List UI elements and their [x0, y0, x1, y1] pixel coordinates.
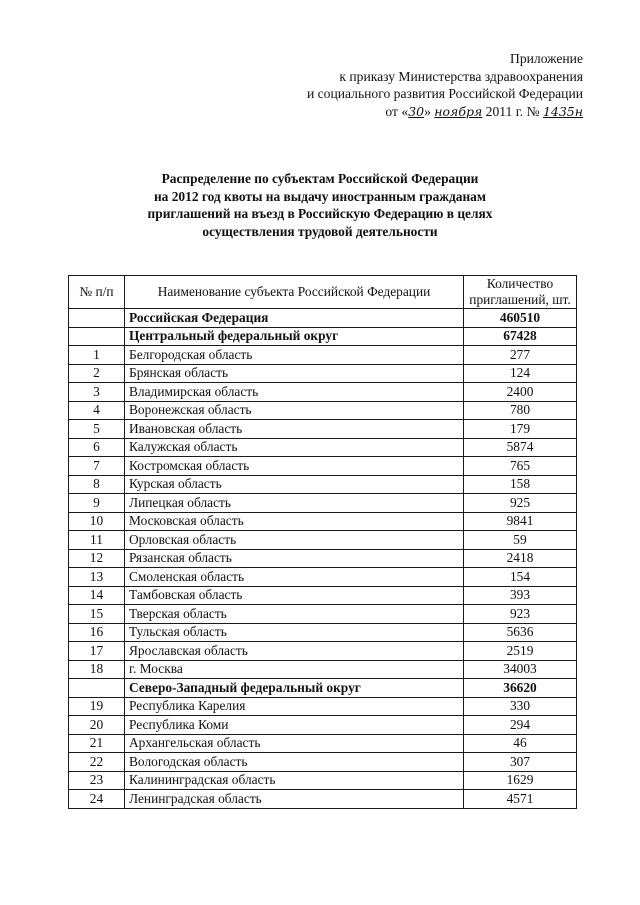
row-number: 23 [69, 771, 125, 790]
row-number [69, 327, 125, 346]
header-number: № п/п [69, 276, 125, 309]
table-row [69, 753, 577, 772]
date-day: 30 [408, 103, 425, 119]
title-line: приглашений на въезд в Российскую Федерацию в целях [147, 206, 493, 221]
table-row [69, 531, 577, 550]
subject-name: г. Москва [125, 660, 464, 679]
subject-name: Липецкая область [125, 494, 464, 513]
row-number: 17 [69, 642, 125, 661]
subject-name: Калининградская область [125, 771, 464, 790]
table-row [69, 716, 577, 735]
row-number: 24 [69, 790, 125, 809]
row-number: 11 [69, 531, 125, 550]
table-row [69, 401, 577, 420]
subject-name: Архангельская область [125, 734, 464, 753]
table-row [69, 568, 577, 587]
title-line: осуществления трудовой деятельности [202, 223, 438, 239]
invitation-count: 925 [464, 494, 577, 513]
invitation-count: 36620 [464, 679, 577, 698]
table-row [69, 697, 577, 716]
table-row [69, 475, 577, 494]
row-number: 6 [69, 438, 125, 457]
subject-name: Московская область [125, 512, 464, 531]
appendix-ministry-line: и социального развития Российской Федерации [306, 86, 583, 101]
invitation-count: 9841 [464, 512, 577, 531]
subject-name: Воронежская область [125, 401, 464, 420]
invitation-count: 460510 [464, 309, 577, 328]
table-row [69, 549, 577, 568]
invitation-count: 4571 [464, 790, 577, 809]
invitation-count: 124 [464, 364, 577, 383]
table-row [69, 364, 577, 383]
table-row [69, 457, 577, 476]
table-row [69, 420, 577, 439]
appendix-order-line: к приказу Министерства здравоохранения [339, 68, 583, 84]
date-prefix: от « [385, 103, 409, 119]
invitation-count: 67428 [464, 327, 577, 346]
subject-name: Владимирская область [125, 383, 464, 402]
order-number: 1435н [542, 103, 583, 119]
date-year: 2011 г. № [485, 103, 540, 119]
subject-name: Костромская область [125, 457, 464, 476]
title-line: Распределение по субъектам Российской Федерации [161, 171, 479, 186]
row-number: 3 [69, 383, 125, 402]
table-body [69, 309, 577, 809]
subject-name: Белгородская область [125, 346, 464, 365]
invitation-count: 2400 [464, 383, 577, 402]
appendix-label: Приложение [510, 51, 583, 66]
document-title [60, 170, 580, 240]
subject-name: Северо-Западный федеральный округ [125, 679, 464, 698]
invitation-count: 154 [464, 568, 577, 587]
table-row [69, 623, 577, 642]
table-row [69, 790, 577, 809]
invitation-count: 5636 [464, 623, 577, 642]
subject-name: Российская Федерация [125, 309, 464, 328]
subject-name: Вологодская область [125, 753, 464, 772]
subject-name: Республика Карелия [125, 697, 464, 716]
row-number: 5 [69, 420, 125, 439]
invitation-count: 2418 [464, 549, 577, 568]
subject-name: Курская область [125, 475, 464, 494]
table-row [69, 383, 577, 402]
table-row [69, 346, 577, 365]
invitation-count: 1629 [464, 771, 577, 790]
subject-name: Смоленская область [125, 568, 464, 587]
row-number: 7 [69, 457, 125, 476]
table-row [69, 605, 577, 624]
subject-name: Тверская область [125, 605, 464, 624]
invitation-count: 277 [464, 346, 577, 365]
header-invitation-count: Количество приглашений, шт. [464, 276, 577, 309]
invitation-count: 179 [464, 420, 577, 439]
row-number [69, 309, 125, 328]
table-row [69, 734, 577, 753]
table-row [69, 438, 577, 457]
invitation-count: 393 [464, 586, 577, 605]
row-number: 12 [69, 549, 125, 568]
table-summary-row [69, 679, 577, 698]
table-summary-row [69, 327, 577, 346]
table-header-row [69, 276, 577, 309]
invitation-count: 158 [464, 475, 577, 494]
invitation-count: 294 [464, 716, 577, 735]
row-number: 15 [69, 605, 125, 624]
quota-table [68, 275, 577, 809]
row-number: 8 [69, 475, 125, 494]
table-row [69, 660, 577, 679]
subject-name: Ивановская область [125, 420, 464, 439]
row-number: 13 [69, 568, 125, 587]
invitation-count: 34003 [464, 660, 577, 679]
subject-name: Центральный федеральный округ [125, 327, 464, 346]
row-number: 9 [69, 494, 125, 513]
row-number: 20 [69, 716, 125, 735]
invitation-count: 307 [464, 753, 577, 772]
row-number: 14 [69, 586, 125, 605]
table-row [69, 642, 577, 661]
row-number: 18 [69, 660, 125, 679]
header-subject-name: Наименование субъекта Российской Федерации [125, 276, 464, 309]
table-row [69, 586, 577, 605]
subject-name: Калужская область [125, 438, 464, 457]
row-number: 1 [69, 346, 125, 365]
invitation-count: 46 [464, 734, 577, 753]
subject-name: Брянская область [125, 364, 464, 383]
title-line: на 2012 год квоты на выдачу иностранным гражданам [153, 188, 487, 204]
invitation-count: 765 [464, 457, 577, 476]
row-number: 10 [69, 512, 125, 531]
subject-name: Орловская область [125, 531, 464, 550]
subject-name: Тамбовская область [125, 586, 464, 605]
subject-name: Ленинградская область [125, 790, 464, 809]
appendix-date-line [243, 103, 583, 121]
subject-name: Республика Коми [125, 716, 464, 735]
date-month: ноября [434, 103, 483, 119]
subject-name: Тульская область [125, 623, 464, 642]
invitation-count: 59 [464, 531, 577, 550]
invitation-count: 923 [464, 605, 577, 624]
row-number: 19 [69, 697, 125, 716]
row-number: 16 [69, 623, 125, 642]
row-number: 22 [69, 753, 125, 772]
date-mid: » [424, 103, 431, 119]
invitation-count: 330 [464, 697, 577, 716]
invitation-count: 780 [464, 401, 577, 420]
appendix-header [243, 50, 583, 120]
invitation-count: 5874 [464, 438, 577, 457]
table-row [69, 771, 577, 790]
row-number: 21 [69, 734, 125, 753]
subject-name: Рязанская область [125, 549, 464, 568]
row-number: 2 [69, 364, 125, 383]
row-number [69, 679, 125, 698]
table-row [69, 494, 577, 513]
table-row [69, 512, 577, 531]
table-summary-row [69, 309, 577, 328]
subject-name: Ярославская область [125, 642, 464, 661]
row-number: 4 [69, 401, 125, 420]
invitation-count: 2519 [464, 642, 577, 661]
